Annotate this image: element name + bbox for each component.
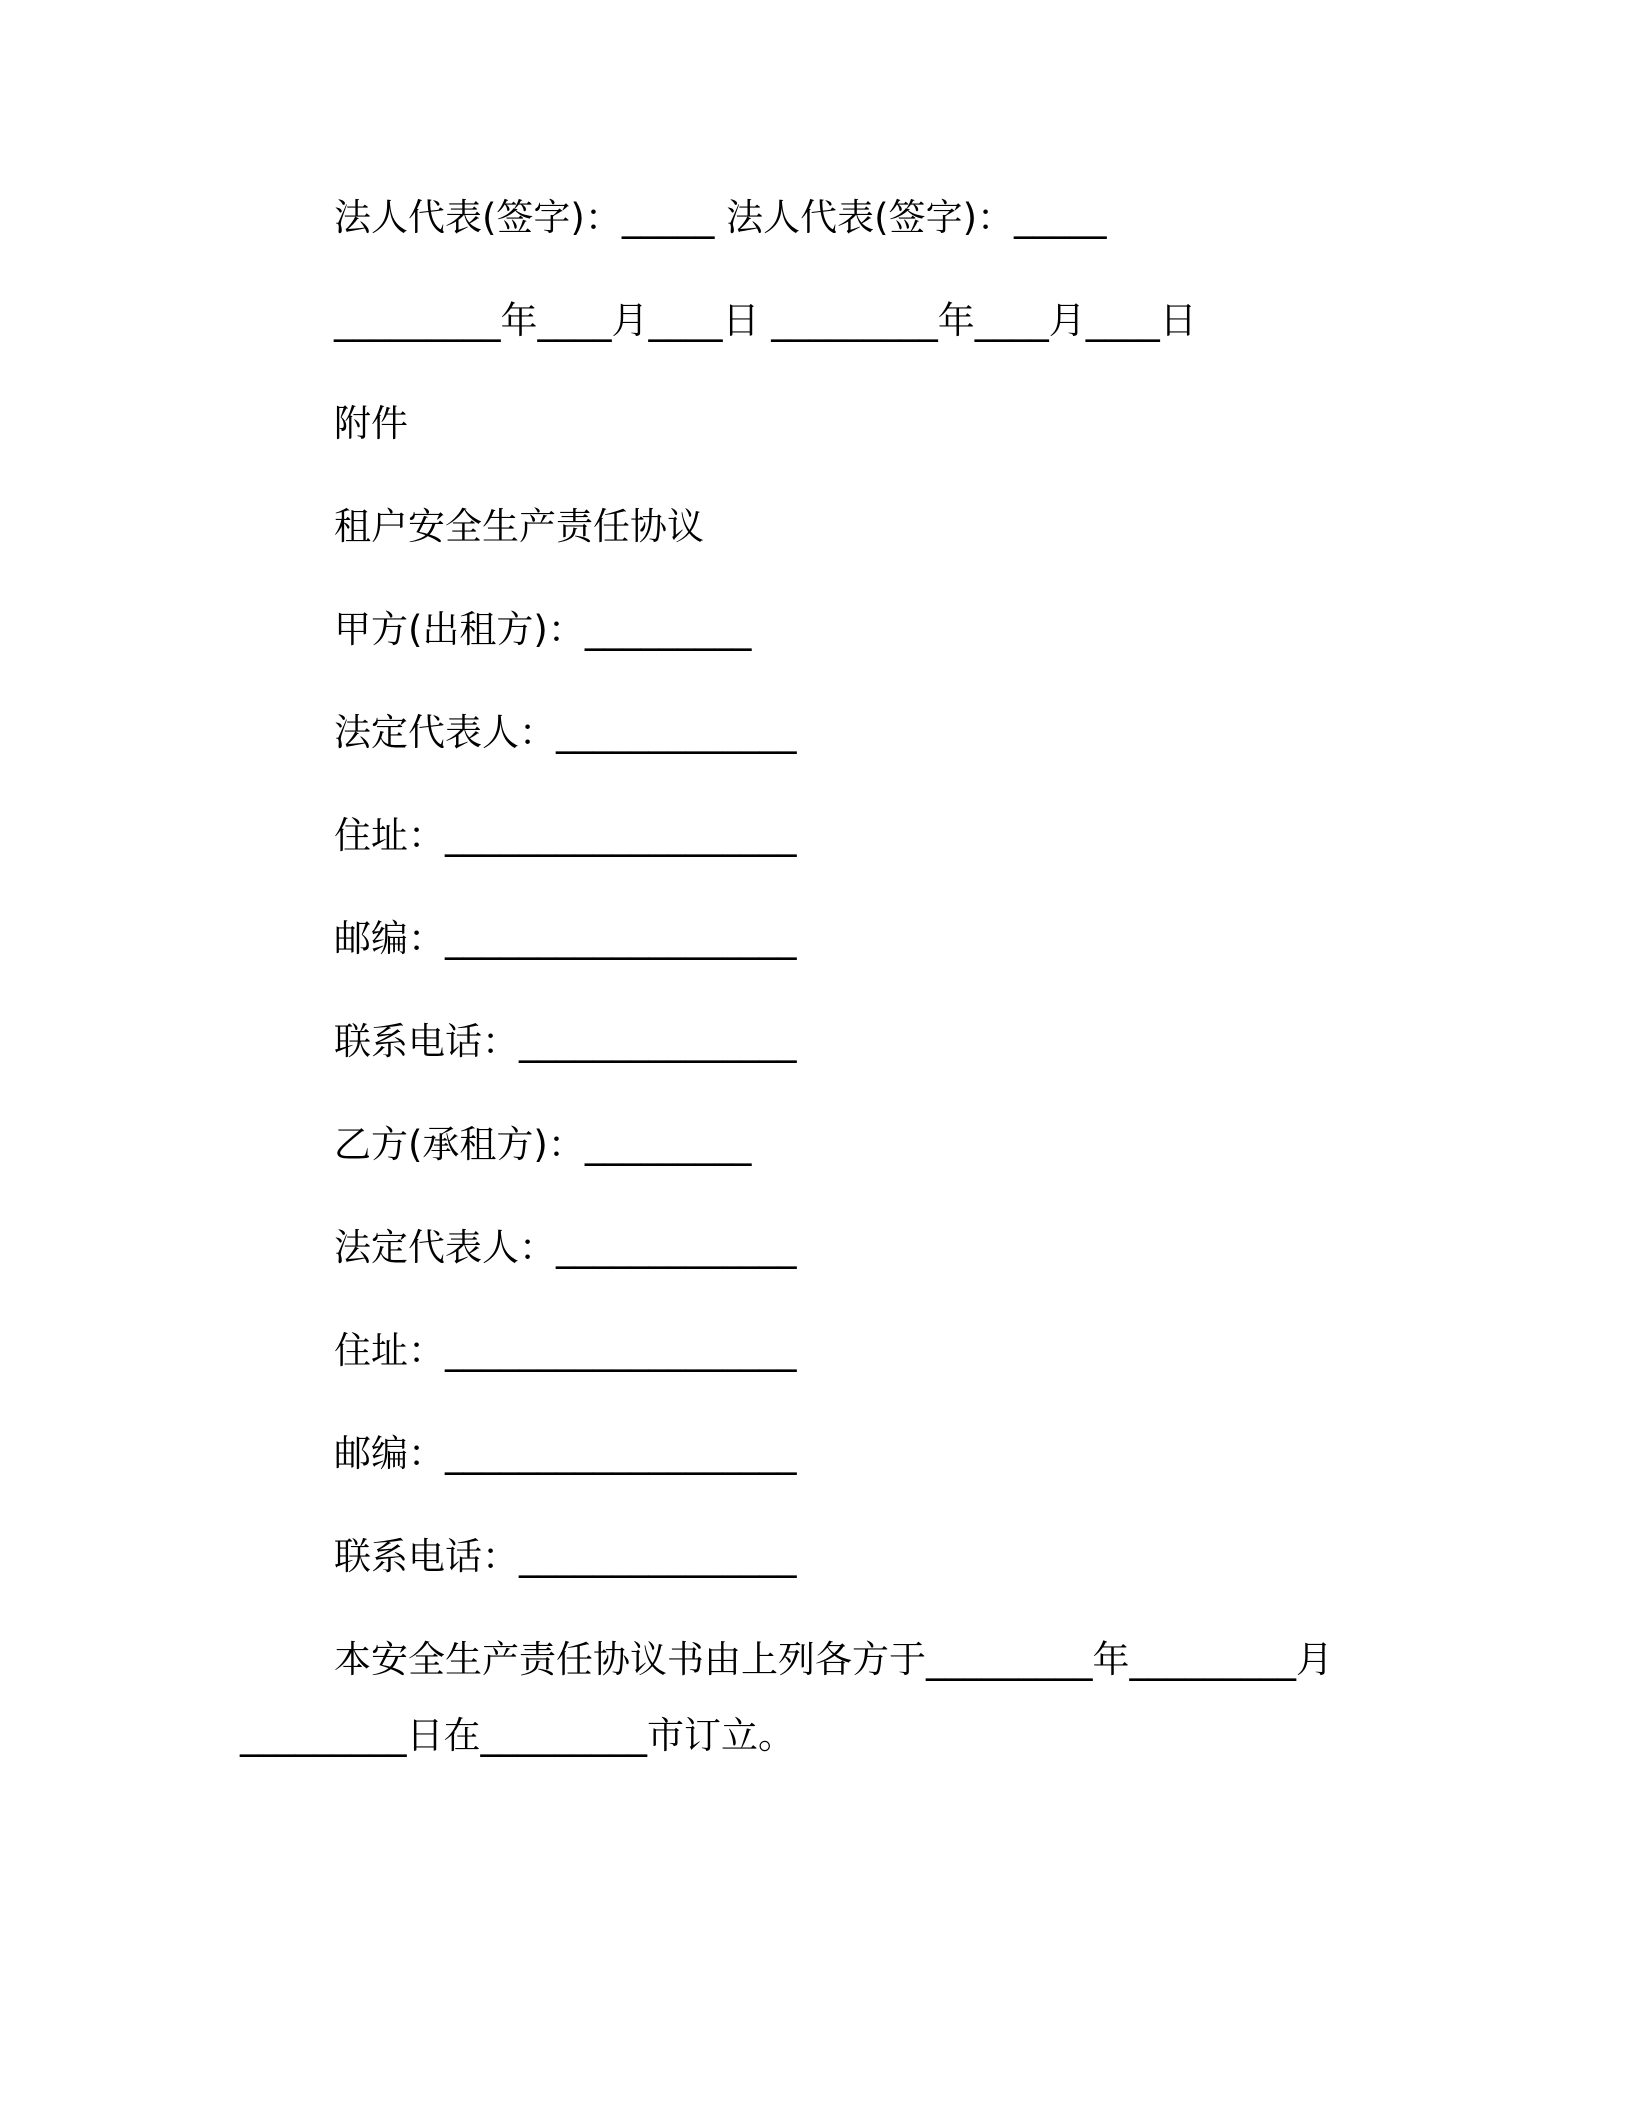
party-b-address: 住址：___________________ — [334, 1329, 797, 1372]
party-a-legal-rep: 法定代表人：_____________ — [334, 711, 797, 754]
date-line: _________年____月____日 _________年____月____日 — [334, 299, 1197, 342]
party-b-line: 乙方(承租方)：_________ — [334, 1123, 752, 1166]
party-b-postcode: 邮编：___________________ — [334, 1432, 797, 1475]
party-a-address: 住址：___________________ — [334, 814, 797, 857]
party-b-legal-rep: 法定代表人：_____________ — [334, 1226, 797, 1269]
party-b-phone: 联系电话：_______________ — [334, 1535, 797, 1578]
agreement-title: 租户安全生产责任协议 — [334, 505, 704, 548]
signature-line: 法人代表(签字)：_____ 法人代表(签字)：_____ — [334, 196, 1107, 239]
party-a-phone: 联系电话：_______________ — [334, 1020, 797, 1063]
attachment-heading: 附件 — [334, 402, 408, 445]
party-a-postcode: 邮编：___________________ — [334, 917, 797, 960]
closing-statement-line-2: _________日在_________市订立。 — [240, 1714, 795, 1757]
party-a-line: 甲方(出租方)：_________ — [334, 608, 752, 651]
closing-statement-line-1: 本安全生产责任协议书由上列各方于_________年_________月 — [334, 1638, 1333, 1681]
